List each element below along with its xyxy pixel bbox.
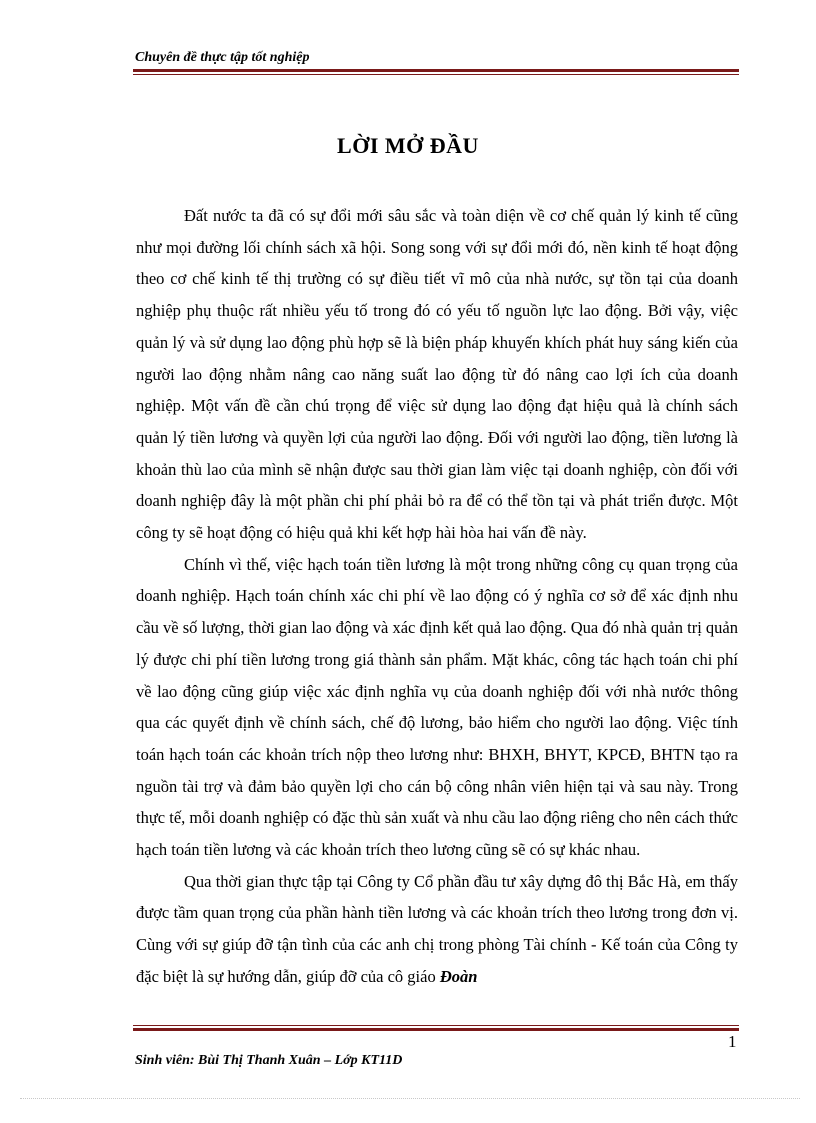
paragraph-3-emphasis: Đoàn (439, 966, 478, 986)
footer-rule-thin (133, 1025, 739, 1026)
paragraph-3 (136, 866, 738, 993)
paragraph-2: Chính vì thế, việc hạch toán tiền lương là một trong những công cụ quan trọng của doanh nghiệp. Hạch toán chính xác chi phí về lao động có ý nghĩa cơ sở để xác định nhu cầu về số lượng, thời gian lao động và xác định kết quả lao động. Qua đó nhà quản trị quản lý được chi phí tiền lương trong giá thành sản phẩm. Mặt khác, công tác hạch toán chi phí về lao động cũng giúp việc xác định nghĩa vụ của doanh nghiệp đối với nhà nước thông qua các quyết định về chính sách, chế độ lương, bảo hiểm cho người lao động. Việc tính toán hạch toán các khoản trích nộp theo lương như: BHXH, BHYT, KPCĐ, BHTN tạo ra nguồn tài trợ và đảm bảo quyền lợi cho cán bộ công nhân viên hiện tại và sau này. Trong thực tế, mỗi doanh nghiệp có đặc thù sản xuất và nhu cầu lao động riêng cho nên cách thức hạch toán tiền lương và các khoản trích theo lương cũng sẽ có sự khác nhau. (136, 554, 738, 860)
page-boundary-divider (20, 1098, 800, 1099)
paragraph-3-text: Qua thời gian thực tập tại Công ty Cổ phần đầu tư xây dựng đô thị Bắc Hà, em thấy được tầm quan trọng của phần hành tiền lương và các khoản trích theo lương trong đơn vị. Cùng với sự giúp đỡ tận tình của các anh chị trong phòng Tài chính - Kế toán của Công ty đặc biệt là sự hướng dẫn, giúp đỡ của cô giáo (136, 871, 738, 986)
page-number: 1 (728, 1032, 737, 1051)
footer-rule-thick (133, 1028, 739, 1031)
page-title: LỜI MỞ ĐẦU (337, 133, 479, 158)
document-body (136, 200, 738, 993)
header-rule-thick (133, 69, 739, 72)
header-rule-thin (133, 74, 739, 75)
header-title: Chuyên đề thực tập tốt nghiệp (135, 50, 310, 65)
paragraph-1: Đất nước ta đã có sự đổi mới sâu sắc và toàn diện về cơ chế quản lý kinh tế cũng như mọi đường lối chính sách xã hội. Song song với sự đổi mới đó, nền kinh tế hoạt động theo cơ chế kinh tế thị trường có sự điều tiết vĩ mô của nhà nước, sự tồn tại của doanh nghiệp phụ thuộc rất nhiều yếu tố trong đó có yếu tố nguồn lực lao động. Bởi vậy, việc quản lý và sử dụng lao động phù hợp sẽ là biện pháp khuyến khích phát huy sáng kiến của người lao động nhằm nâng cao năng suất lao động từ đó nâng cao lợi ích của doanh nghiệp. Một vấn đề cần chú trọng để việc sử dụng lao động đạt hiệu quả là chính sách quản lý tiền lương và quyền lợi của người lao động. Đối với người lao động, tiền lương là khoản thù lao của mình sẽ nhận được sau thời gian làm việc tại doanh nghiệp, còn đối với doanh nghiệp đây là một phần chi phí phải bỏ ra để có thể tồn tại và phát triển được. Một công ty sẽ hoạt động có hiệu quả khi kết hợp hài hòa hai vấn đề này. (136, 206, 738, 543)
footer-student: Sinh viên: Bùi Thị Thanh Xuân – Lớp KT11D (135, 1053, 403, 1068)
